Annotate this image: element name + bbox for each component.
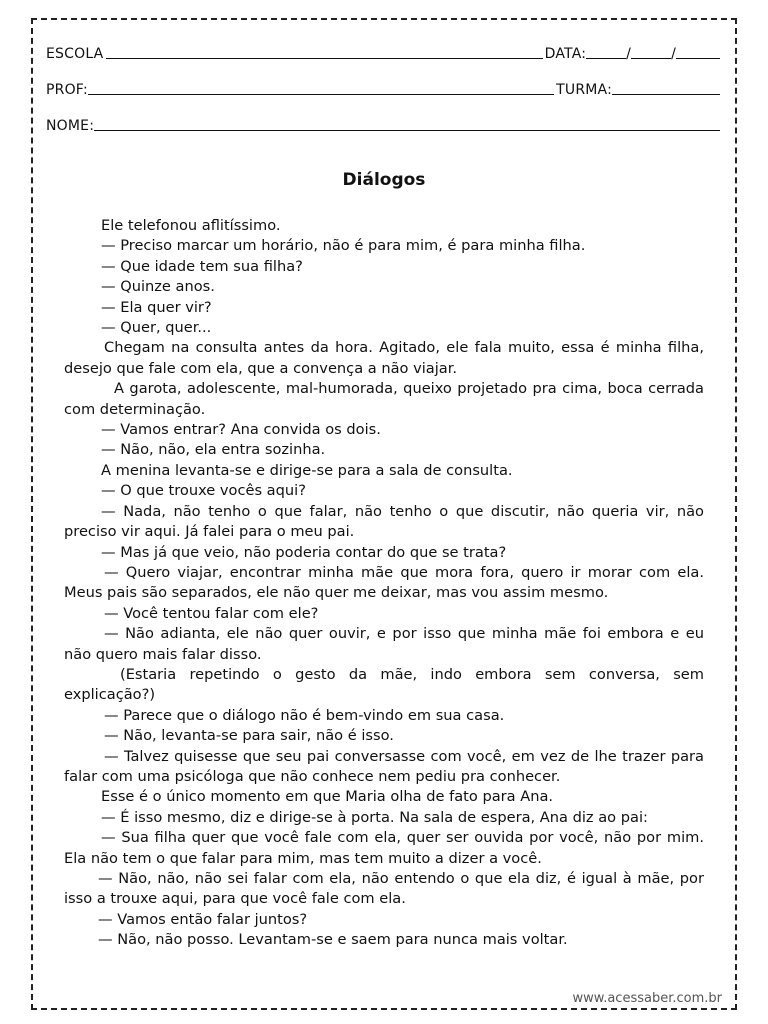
- paragraph: Chegam na consulta antes da hora. Agitado, ele fala muito, essa é minha filha, desejo que fale com ela, que a convença a não viajar.: [64, 339, 704, 377]
- footer-website: www.acessaber.com.br: [572, 991, 722, 1006]
- escola-field[interactable]: [106, 55, 542, 59]
- paragraph: — Ela quer vir?: [101, 298, 212, 316]
- paragraph: — Você tentou falar com ele?: [104, 604, 319, 622]
- paragraph: — Não, não, não sei falar com ela, não entendo o que ela diz, é igual à mãe, por isso a trouxe aqui, para que você fale com ela.: [64, 870, 704, 908]
- story-text: [64, 216, 704, 951]
- paragraph: — O que trouxe vocês aqui?: [101, 482, 306, 500]
- paragraph: — Vamos entrar? Ana convida os dois.: [101, 421, 381, 439]
- turma-label: TURMA:: [556, 82, 612, 98]
- paragraph: — Nada, não tenho o que falar, não tenho o que discutir, não queria vir, não preciso vir aqui. Já falei para o meu pai.: [64, 502, 704, 541]
- data-year-field[interactable]: [676, 55, 720, 59]
- prof-field[interactable]: [88, 91, 554, 95]
- data-month-field[interactable]: [631, 55, 671, 59]
- header-row-nome: [46, 114, 720, 134]
- data-day-field[interactable]: [586, 55, 626, 59]
- paragraph: — Preciso marcar um horário, não é para mim, é para minha filha.: [101, 237, 586, 255]
- paragraph: — É isso mesmo, diz e dirige-se à porta. Na sala de espera, Ana diz ao pai:: [101, 808, 648, 826]
- paragraph: — Não, não, ela entra sozinha.: [101, 441, 326, 459]
- page-title: Diálogos: [342, 170, 426, 190]
- paragraph: A garota, adolescente, mal-humorada, queixo projetado pra cima, boca cerrada com determinação.: [64, 380, 704, 418]
- paragraph: (Estaria repetindo o gesto da mãe, indo embora sem conversa, sem explicação?): [64, 665, 704, 704]
- paragraph: Ele telefonou aflitíssimo.: [101, 217, 281, 234]
- paragraph: — Quero viajar, encontrar minha mãe que mora fora, quero ir morar com ela. Meus pais são separados, ele não quer me deixar, mas vou assim mesmo.: [64, 563, 704, 602]
- paragraph: — Parece que o diálogo não é bem-vindo em sua casa.: [104, 706, 505, 724]
- paragraph: Esse é o único momento em que Maria olha de fato para Ana.: [101, 788, 554, 806]
- date-slash: /: [671, 46, 676, 62]
- nome-label: NOME:: [46, 118, 95, 134]
- paragraph: — Quer, quer...: [101, 319, 212, 337]
- paragraph: — Quinze anos.: [101, 278, 215, 296]
- turma-field[interactable]: [612, 91, 720, 95]
- date-slash: /: [626, 46, 632, 62]
- paragraph: — Não, levanta-se para sair, não é isso.: [104, 727, 394, 745]
- prof-label: PROF:: [46, 82, 88, 98]
- data-label: DATA:: [544, 46, 587, 62]
- paragraph: — Vamos então falar juntos?: [98, 910, 308, 928]
- paragraph: — Mas já que veio, não poderia contar do que se trata?: [101, 543, 507, 561]
- paragraph: — Talvez quisesse que seu pai conversasse com você, em vez de lhe trazer para falar com uma psicóloga que não conhece nem pediu pra conhecer.: [64, 747, 704, 785]
- paragraph: — Não adianta, ele não quer ouvir, e por isso que minha mãe foi embora e eu não quero mais falar disso.: [64, 625, 704, 663]
- header-row-escola: [46, 42, 720, 62]
- paragraph: — Que idade tem sua filha?: [101, 257, 303, 275]
- paragraph: — Sua filha quer que você fale com ela, quer ser ouvida por você, não por mim. Ela não tem o que falar para mim, mas tem muito a dizer a você.: [64, 829, 704, 867]
- nome-field[interactable]: [94, 127, 720, 131]
- paragraph: — Não, não posso. Levantam-se e saem para nunca mais voltar.: [98, 931, 568, 949]
- escola-label: ESCOLA: [46, 46, 104, 62]
- paragraph: A menina levanta-se e dirige-se para a sala de consulta.: [101, 461, 513, 479]
- header-row-prof: [46, 78, 720, 98]
